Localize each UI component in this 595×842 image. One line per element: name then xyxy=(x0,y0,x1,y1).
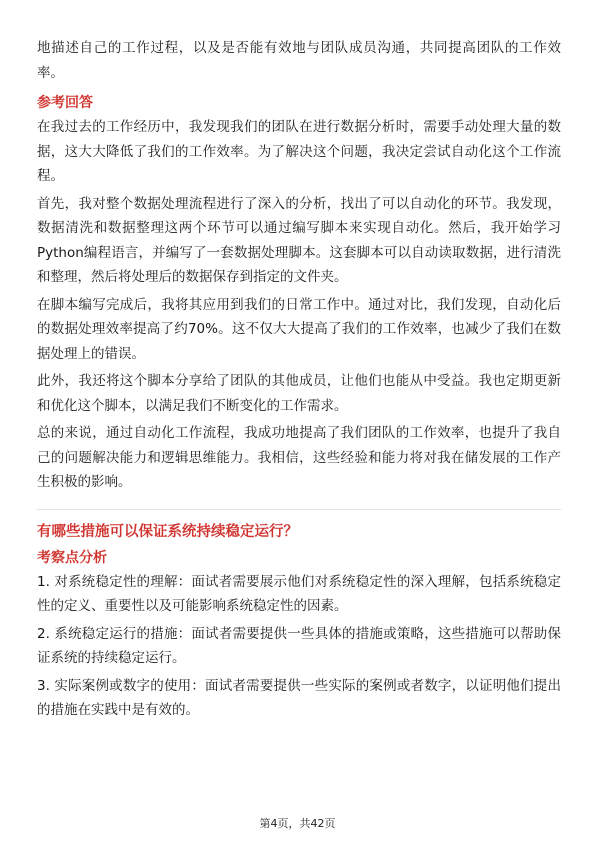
answer-heading: 参考回答 xyxy=(37,95,93,111)
answer-paragraph-2: 首先，我对整个数据处理流程进行了深入的分析，找出了可以自动化的环节。我发现，数据清洗和数据整理这两个环节可以通过编写脚本来实现自动化。然后，我开始学习Python编程语言，并编写了一套数据处理脚本。这套脚本可以自动读取数据，进行清洗和整理，然后将处理后的数据保存到指定的文件夹。 xyxy=(37,195,561,285)
analysis-point-2: 2. 系统稳定运行的措施：面试者需要提供一些具体的措施或策略，这些措施可以帮助保证系统的持续稳定运行。 xyxy=(37,625,561,666)
page-number-footer: 第4页，共42页 xyxy=(259,817,336,830)
answer-paragraph-3: 在脚本编写完成后，我将其应用到我们的日常工作中。通过对比，我们发现，自动化后的数据处理效率提高了约70%。这不仅大大提高了我们的工作效率，也减少了我们在数据处理上的错误。 xyxy=(37,296,561,362)
intro-continuation: 地描述自己的工作过程，以及是否能有效地与团队成员沟通，共同提高团队的工作效率。 xyxy=(37,40,561,81)
section-divider xyxy=(37,509,561,510)
analysis-point-1: 1. 对系统稳定性的理解：面试者需要展示他们对系统稳定性的深入理解，包括系统稳定性的定义、重要性以及可能影响系统稳定性的因素。 xyxy=(37,573,561,614)
answer-paragraph-5: 总的来说，通过自动化工作流程，我成功地提高了我们团队的工作效率，也提升了我自己的问题解决能力和逻辑思维能力。我相信，这些经验和能力将对我在储发展的工作产生积极的影响。 xyxy=(37,425,561,490)
answer-paragraph-4: 此外，我还将这个脚本分享给了团队的其他成员，让他们也能从中受益。我也定期更新和优化这个脚本，以满足我们不断变化的工作需求。 xyxy=(37,373,561,414)
analysis-heading: 考察点分析 xyxy=(37,549,107,566)
page-content xyxy=(37,36,561,726)
analysis-point-3: 3. 实际案例或数字的使用：面试者需要提供一些实际的案例或者数字，以证明他们提出的措施在实践中是有效的。 xyxy=(37,677,561,718)
answer-paragraph-1: 在我过去的工作经历中，我发现我们的团队在进行数据分析时，需要手动处理大量的数据，这大大降低了我们的工作效率。为了解决这个问题，我决定尝试自动化这个工作流程。 xyxy=(37,119,561,184)
question-title: 有哪些措施可以保证系统持续稳定运行？ xyxy=(37,523,298,540)
